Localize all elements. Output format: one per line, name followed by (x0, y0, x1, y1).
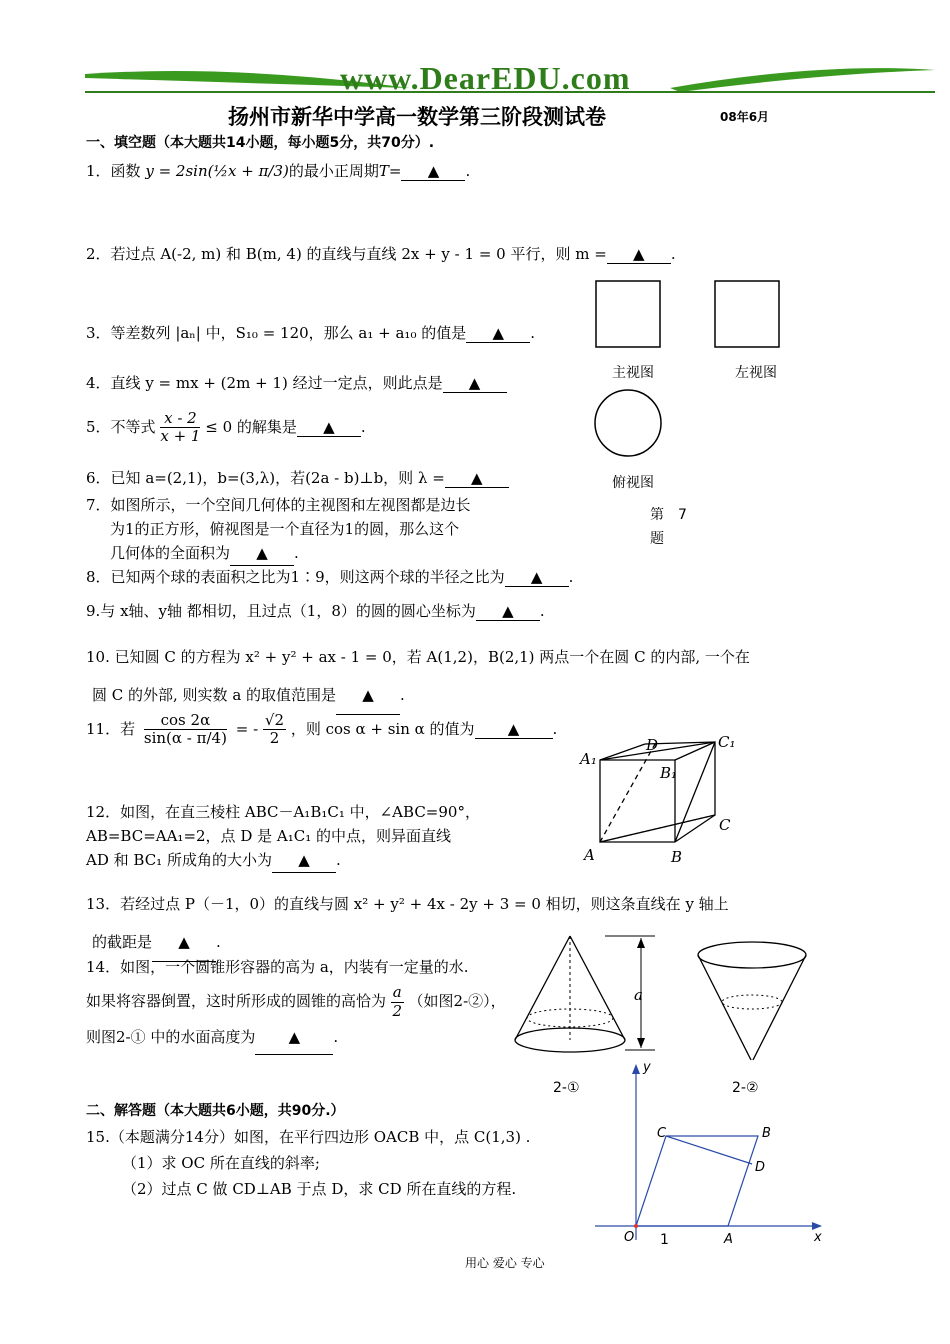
answer-blank-12[interactable]: ▲ (272, 848, 336, 873)
q15-number: 15. (86, 1128, 110, 1146)
q14-line2-pre: 如果将容器倒置，这时所形成的圆锥的高恰为 (86, 992, 387, 1010)
question-3: 3．等差数列 |aₙ| 中，S₁₀ = 120，那么 a₁ + a₁₀ 的值是 ▲ . (86, 324, 536, 342)
q11-fraction (144, 712, 227, 748)
question-5: 5．不等式 $\frac{x - 2}{x + 1}$ ≤ 0 的解集是 ▲ . (86, 409, 366, 446)
cones-drawing (505, 930, 825, 1060)
point-label-b: B (762, 1126, 771, 1141)
point-label-c: C (657, 1126, 667, 1141)
exam-date: 08年6月 (720, 110, 770, 124)
answer-blank-10[interactable]: ▲ (336, 676, 400, 715)
cone-label-1: 2-① (553, 1080, 580, 1096)
figure-7-caption-1: 第 7 (650, 507, 687, 523)
q14-fraction (391, 984, 404, 1020)
q13-number: 13． (86, 895, 121, 913)
question-10: 10. 已知圆 C 的方程为 x² + y² + ax - 1 = 0，若 A(1,2)，B(2,1) 两点一个在圆 C 的内部, 一个在 圆 C 的外部, 则实数 a 的取值范围是 ▲ . (86, 638, 750, 715)
q11-pre: 若 (120, 719, 136, 738)
q15-part2: （2）过点 C 做 CD⊥AB 于点 D，求 CD 所在直线的方程. (122, 1180, 517, 1198)
question-1: 1．函数 y = 2sin(½x + π/3)的最小正周期T= ▲ . (86, 162, 471, 180)
answer-blank-5[interactable]: ▲ (297, 418, 361, 437)
question-13: 13．若经过点 P（－1，0）的直线与圆 x² + y² + 4x - 2y + 3 = 0 相切，则这条直线在 y 轴上 的截距是 ▲ . (86, 885, 729, 962)
q5-post: ≤ 0 的解集是 (205, 417, 297, 436)
q12-number: 12． (86, 803, 121, 821)
q6-text: 已知 a=(2,1)，b=(3,λ)，若(2a - b)⊥b，则 λ = (110, 469, 445, 487)
q5-pre: 不等式 (110, 417, 156, 436)
prism-label-b1: B₁ (660, 764, 678, 782)
question-8: 8．已知两个球的表面积之比为1∶9，则这两个球的半径之比为 ▲ . (86, 568, 574, 586)
q1-number: 1． (86, 162, 111, 180)
point-label-d: D (755, 1160, 766, 1175)
top-view-label: 俯视图 (612, 475, 654, 491)
q14-line3: 则图2-① 中的水面高度为 (86, 1027, 256, 1046)
answer-blank-7[interactable]: ▲ (230, 541, 294, 566)
q14-line2-post: （如图2-②）， (408, 992, 506, 1010)
left-view-label: 左视图 (735, 365, 777, 381)
q14-frac-num: a (392, 983, 402, 1002)
point-label-a: A (724, 1232, 733, 1247)
q1-var: T= (378, 162, 402, 180)
q5-number: 5． (86, 417, 111, 436)
origin-label: O (624, 1230, 635, 1245)
q11-eq: = - (235, 719, 259, 738)
coordinate-drawing (590, 1060, 830, 1245)
q11-rhs-num: √2 (264, 711, 285, 729)
q12-line1: 如图，在直三棱柱 ABC－A₁B₁C₁ 中，∠ABC=90°， (120, 803, 480, 821)
q11-rhs (263, 712, 286, 748)
q11-rhs-den: 2 (269, 729, 280, 748)
cone-height-label: a (634, 986, 643, 1004)
q4-number: 4． (86, 374, 111, 392)
question-9: 9.与 x轴、y轴 都相切，且过点（1，8）的圆的圆心坐标为 ▲ . (86, 602, 545, 620)
q9-text: 与 x轴、y轴 都相切，且过点（1，8）的圆的圆心坐标为 (100, 602, 476, 620)
left-view-square (715, 281, 779, 347)
question-6 (86, 467, 509, 488)
q14-line1: 如图，一个圆锥形容器的高为 a，内装有一定量的水. (120, 958, 469, 976)
q10-number: 10. (86, 648, 110, 666)
cone-label-2: 2-② (732, 1080, 759, 1096)
q6-number: 6． (86, 469, 111, 487)
question-11: 11．若 $\frac{\cos 2\alpha}{\sin(\alpha - \pi/4)}$ = - $\frac{√2}{2}$ ，则 cos α + sin α 的值为 ▲ . (86, 711, 558, 748)
q12-line3: AD 和 BC₁ 所成角的大小为 (86, 851, 272, 869)
answer-blank-11[interactable]: ▲ (475, 720, 553, 739)
tick-label-one: 1 (660, 1232, 669, 1248)
q8-text: 已知两个球的表面积之比为1∶9，则这两个球的半径之比为 (110, 568, 505, 586)
q3-text: 等差数列 |aₙ| 中，S₁₀ = 120，那么 a₁ + a₁₀ 的值是 (110, 324, 467, 342)
q14-frac-den: 2 (392, 1001, 403, 1020)
q10-line1: 已知圆 C 的方程为 x² + y² + ax - 1 = 0，若 A(1,2)，B(2,1) 两点一个在圆 C 的内部, 一个在 (114, 648, 750, 666)
answer-blank-3[interactable]: ▲ (466, 324, 530, 343)
question-12: 12．如图，在直三棱柱 ABC－A₁B₁C₁ 中，∠ABC=90°， AB=BC=AA₁=2，点 D 是 A₁C₁ 的中点，则异面直线 AD 和 BC₁ 所成角的大小为 ▲ . (86, 800, 480, 873)
q12-line2: AB=BC=AA₁=2，点 D 是 A₁C₁ 的中点，则异面直线 (86, 827, 451, 845)
q3-number: 3． (86, 324, 111, 342)
q8-number: 8． (86, 568, 111, 586)
q5-frac-den: x + 1 (160, 427, 201, 446)
answer-blank-14[interactable]: ▲ (255, 1020, 333, 1055)
prism-label-d: D (646, 736, 659, 754)
axis-label-x: x (814, 1230, 822, 1245)
prism-label-c: C (719, 816, 731, 834)
q14-number: 14． (86, 958, 121, 976)
q2-number: 2． (86, 245, 111, 263)
q11-frac-den: sin(α - π/4) (143, 729, 227, 748)
q7-line2: 为1的正方形，俯视图是一个直径为1的圆，那么这个 (110, 520, 460, 538)
q1-pre: 函数 (110, 162, 141, 180)
answer-blank-1[interactable]: ▲ (401, 162, 465, 181)
answer-blank-9[interactable]: ▲ (476, 602, 540, 621)
prism-label-a: A (584, 846, 595, 864)
prism-label-a1: A₁ (580, 750, 597, 768)
q7-line3: 几何体的全面积为 (110, 544, 231, 562)
prism-label-b: B (671, 848, 683, 866)
q1-expr: y = 2sin(½x + π/3) (145, 162, 289, 180)
question-7: 7．如图所示，一个空间几何体的主视图和左视图都是边长 为1的正方形，俯视图是一个直径为1的圆，那么这个 几何体的全面积为 ▲ . (86, 493, 471, 566)
answer-blank-8[interactable]: ▲ (505, 568, 569, 587)
q13-line2: 的截距是 (92, 933, 153, 951)
figure-7-caption-2: 题 (650, 531, 664, 547)
q15-text: （本题满分14分）如图，在平行四边形 OACB 中，点 C(1,3) . (109, 1128, 531, 1146)
q11-number: 11． (86, 719, 121, 738)
site-logo: www.DearEDU.com (340, 60, 631, 96)
q2-text: 若过点 A(-2, m) 和 B(m, 4) 的直线与直线 2x + y - 1 = 0 平行，则 m = (110, 245, 607, 263)
footer-text: 用心 爱心 专心 (465, 1256, 545, 1270)
answer-blank-13[interactable]: ▲ (152, 923, 216, 962)
question-4 (86, 372, 507, 393)
q4-text: 直线 y = mx + (2m + 1) 经过一定点，则此点是 (110, 374, 443, 392)
page-title: 扬州市新华中学高一数学第三阶段测试卷 (228, 105, 606, 129)
q7-number: 7． (86, 496, 111, 514)
section-2-heading: 二、解答题（本大题共6小题，共90分.） (86, 1103, 345, 1119)
q1-post: 的最小正周期 (288, 162, 379, 180)
front-view-label: 主视图 (612, 365, 654, 381)
answer-blank-6[interactable]: ▲ (445, 469, 509, 488)
question-14: 14．如图，一个圆锥形容器的高为 a，内装有一定量的水. 如果将容器倒置，这时所形成的圆锥的高恰为 $\frac{a}{2}$ （如图2-②）， 则图2-① 中的水面高度为 ▲ . (86, 950, 506, 1055)
question-15 (86, 1124, 530, 1202)
section-1-heading: 一、填空题（本大题共14小题，每小题5分，共70分）. (86, 135, 435, 151)
q11-post: ，则 cos α + sin α 的值为 (290, 719, 475, 738)
q7-line1: 如图所示，一个空间几何体的主视图和左视图都是边长 (110, 496, 471, 514)
q15-part1: （1）求 OC 所在直线的斜率; (122, 1154, 320, 1172)
axis-label-y: y (643, 1060, 651, 1075)
answer-blank-2[interactable]: ▲ (607, 245, 671, 264)
q9-number: 9. (86, 602, 101, 620)
answer-blank-4[interactable]: ▲ (443, 374, 507, 393)
q5-frac-num: x - 2 (160, 410, 200, 428)
front-view-square (596, 281, 660, 347)
top-view-circle (595, 390, 661, 456)
q13-line1: 若经过点 P（－1，0）的直线与圆 x² + y² + 4x - 2y + 3 = 0 相切，则这条直线在 y 轴上 (120, 895, 729, 913)
prism-label-c1: C₁ (718, 733, 736, 751)
q10-line2: 圆 C 的外部, 则实数 a 的取值范围是 (92, 686, 337, 704)
prism-drawing (575, 730, 745, 875)
question-2: 2．若过点 A(-2, m) 和 B(m, 4) 的直线与直线 2x + y - 1 = 0 平行，则 m = ▲ . (86, 245, 676, 263)
q11-frac-num: cos 2α (144, 712, 227, 730)
q5-fraction (160, 410, 200, 446)
